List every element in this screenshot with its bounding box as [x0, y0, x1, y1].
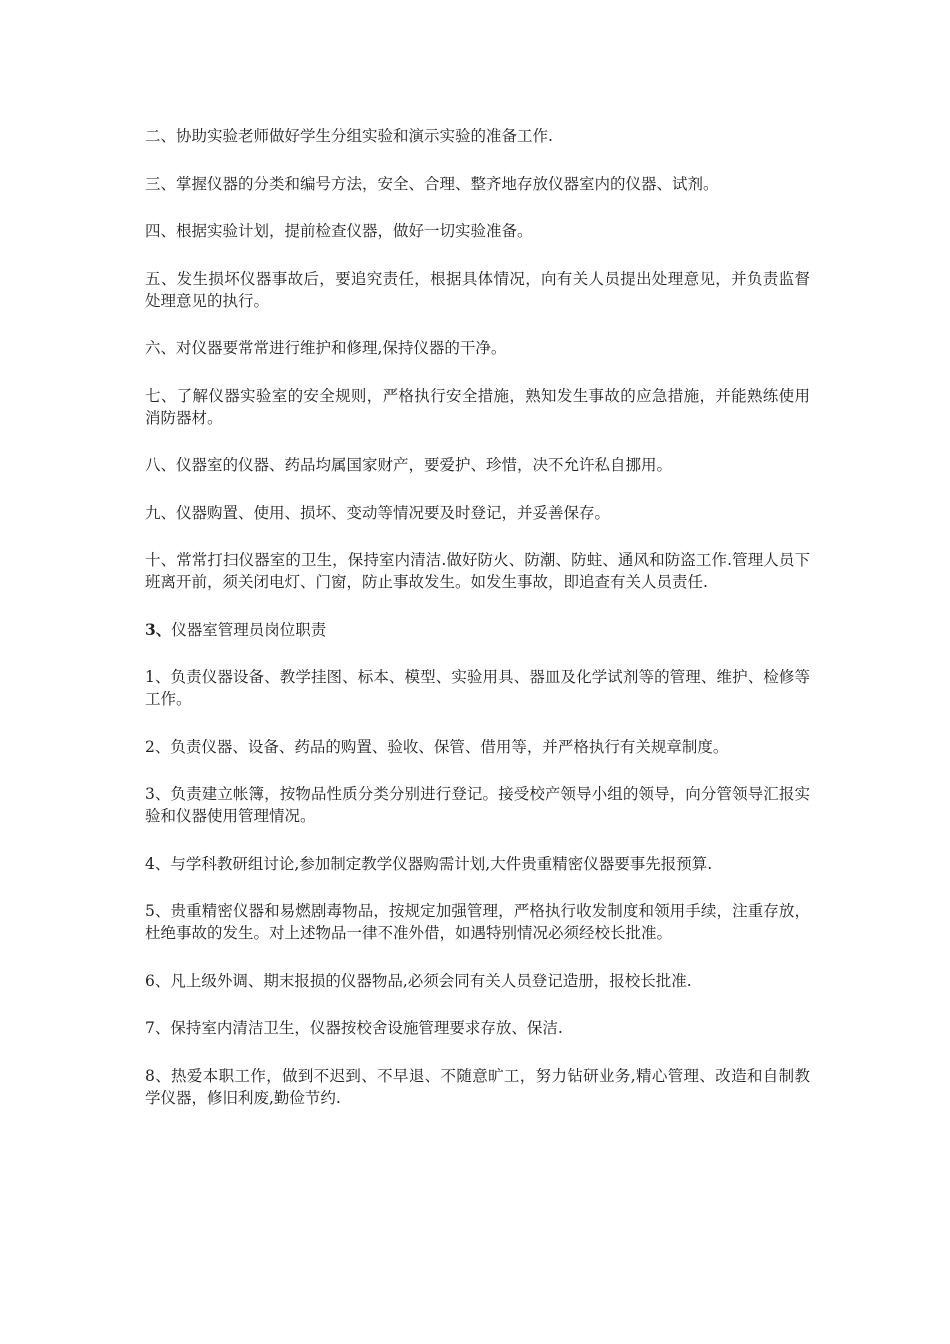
duty-item: 九、仪器购置、使用、损坏、变动等情况要及时登记，并妥善保存。 — [145, 503, 611, 522]
duty-item: 四、根据实验计划，提前检查仪器，做好一切实验准备。 — [145, 222, 533, 240]
duty-item: 8、热爱本职工作，做到不迟到、不早退、不随意旷工，努力钻研业务,精心管理、改造和自制教学仪器，修旧利废,勤俭节约. — [145, 1066, 810, 1107]
duty-item: 十、常常打扫仪器室的卫生，保持室内清洁.做好防火、防潮、防蛀、通风和防盗工作.管理人员下班离开前，须关闭电灯、门窗，防止事故发生。如发生事故，即追查有关人员责任. — [145, 551, 810, 591]
duty-item: 5、贵重精密仪器和易燃剧毒物品，按规定加强管理，严格执行收发制度和领用手续，注重存放，杜绝事故的发生。对上述物品一律不准外借，如遇特别情况必须经校长批准。 — [145, 902, 810, 942]
duty-item: 六、对仪器要常常进行维护和修理,保持仪器的干净。 — [145, 339, 507, 357]
duty-item: 五、发生损坏仪器事故后，要追究责任，根据具体情况，向有关人员提出处理意见，并负责监督处理意见的执行。 — [145, 269, 810, 310]
duty-item: 4、与学科教研组讨论,参加制定教学仪器购需计划,大件贵重精密仪器要事先报预算. — [145, 854, 713, 873]
duty-item: 二、协助实验老师做好学生分组实验和演示实验的准备工作. — [145, 127, 553, 145]
duty-item: 1、负责仪器设备、教学挂图、标本、模型、实验用具、器皿及化学试剂等的管理、维护、检修等工作。 — [145, 668, 810, 708]
duty-item: 3、负责建立帐簿，按物品性质分类分别进行登记。接受校产领导小组的领导，向分管领导汇报实验和仪器使用管理情况。 — [145, 785, 810, 825]
section-title: 仪器室管理员岗位职责 — [171, 620, 327, 639]
duty-item: 七、了解仪器实验室的安全规则，严格执行安全措施，熟知发生事故的应急措施，并能熟练使用消防器材。 — [145, 386, 810, 427]
duty-item: 6、凡上级外调、期末报损的仪器物品,必须会同有关人员登记造册，报校长批准. — [145, 971, 692, 990]
section-number: 3、 — [145, 619, 172, 639]
duty-item: 7、保持室内清洁卫生，仪器按校舍设施管理要求存放、保洁. — [145, 1019, 563, 1037]
duty-item: 八、仪器室的仪器、药品均属国家财产，要爱护、珍惜，决不允许私自挪用。 — [145, 456, 673, 474]
section-heading — [145, 619, 810, 641]
duty-item: 2、负责仪器、设备、药品的购置、验收、保管、借用等，并严格执行有关规章制度。 — [145, 737, 729, 756]
duty-item: 三、掌握仪器的分类和编号方法，安全、合理、整齐地存放仪器室内的仪器、试剂。 — [145, 174, 719, 193]
